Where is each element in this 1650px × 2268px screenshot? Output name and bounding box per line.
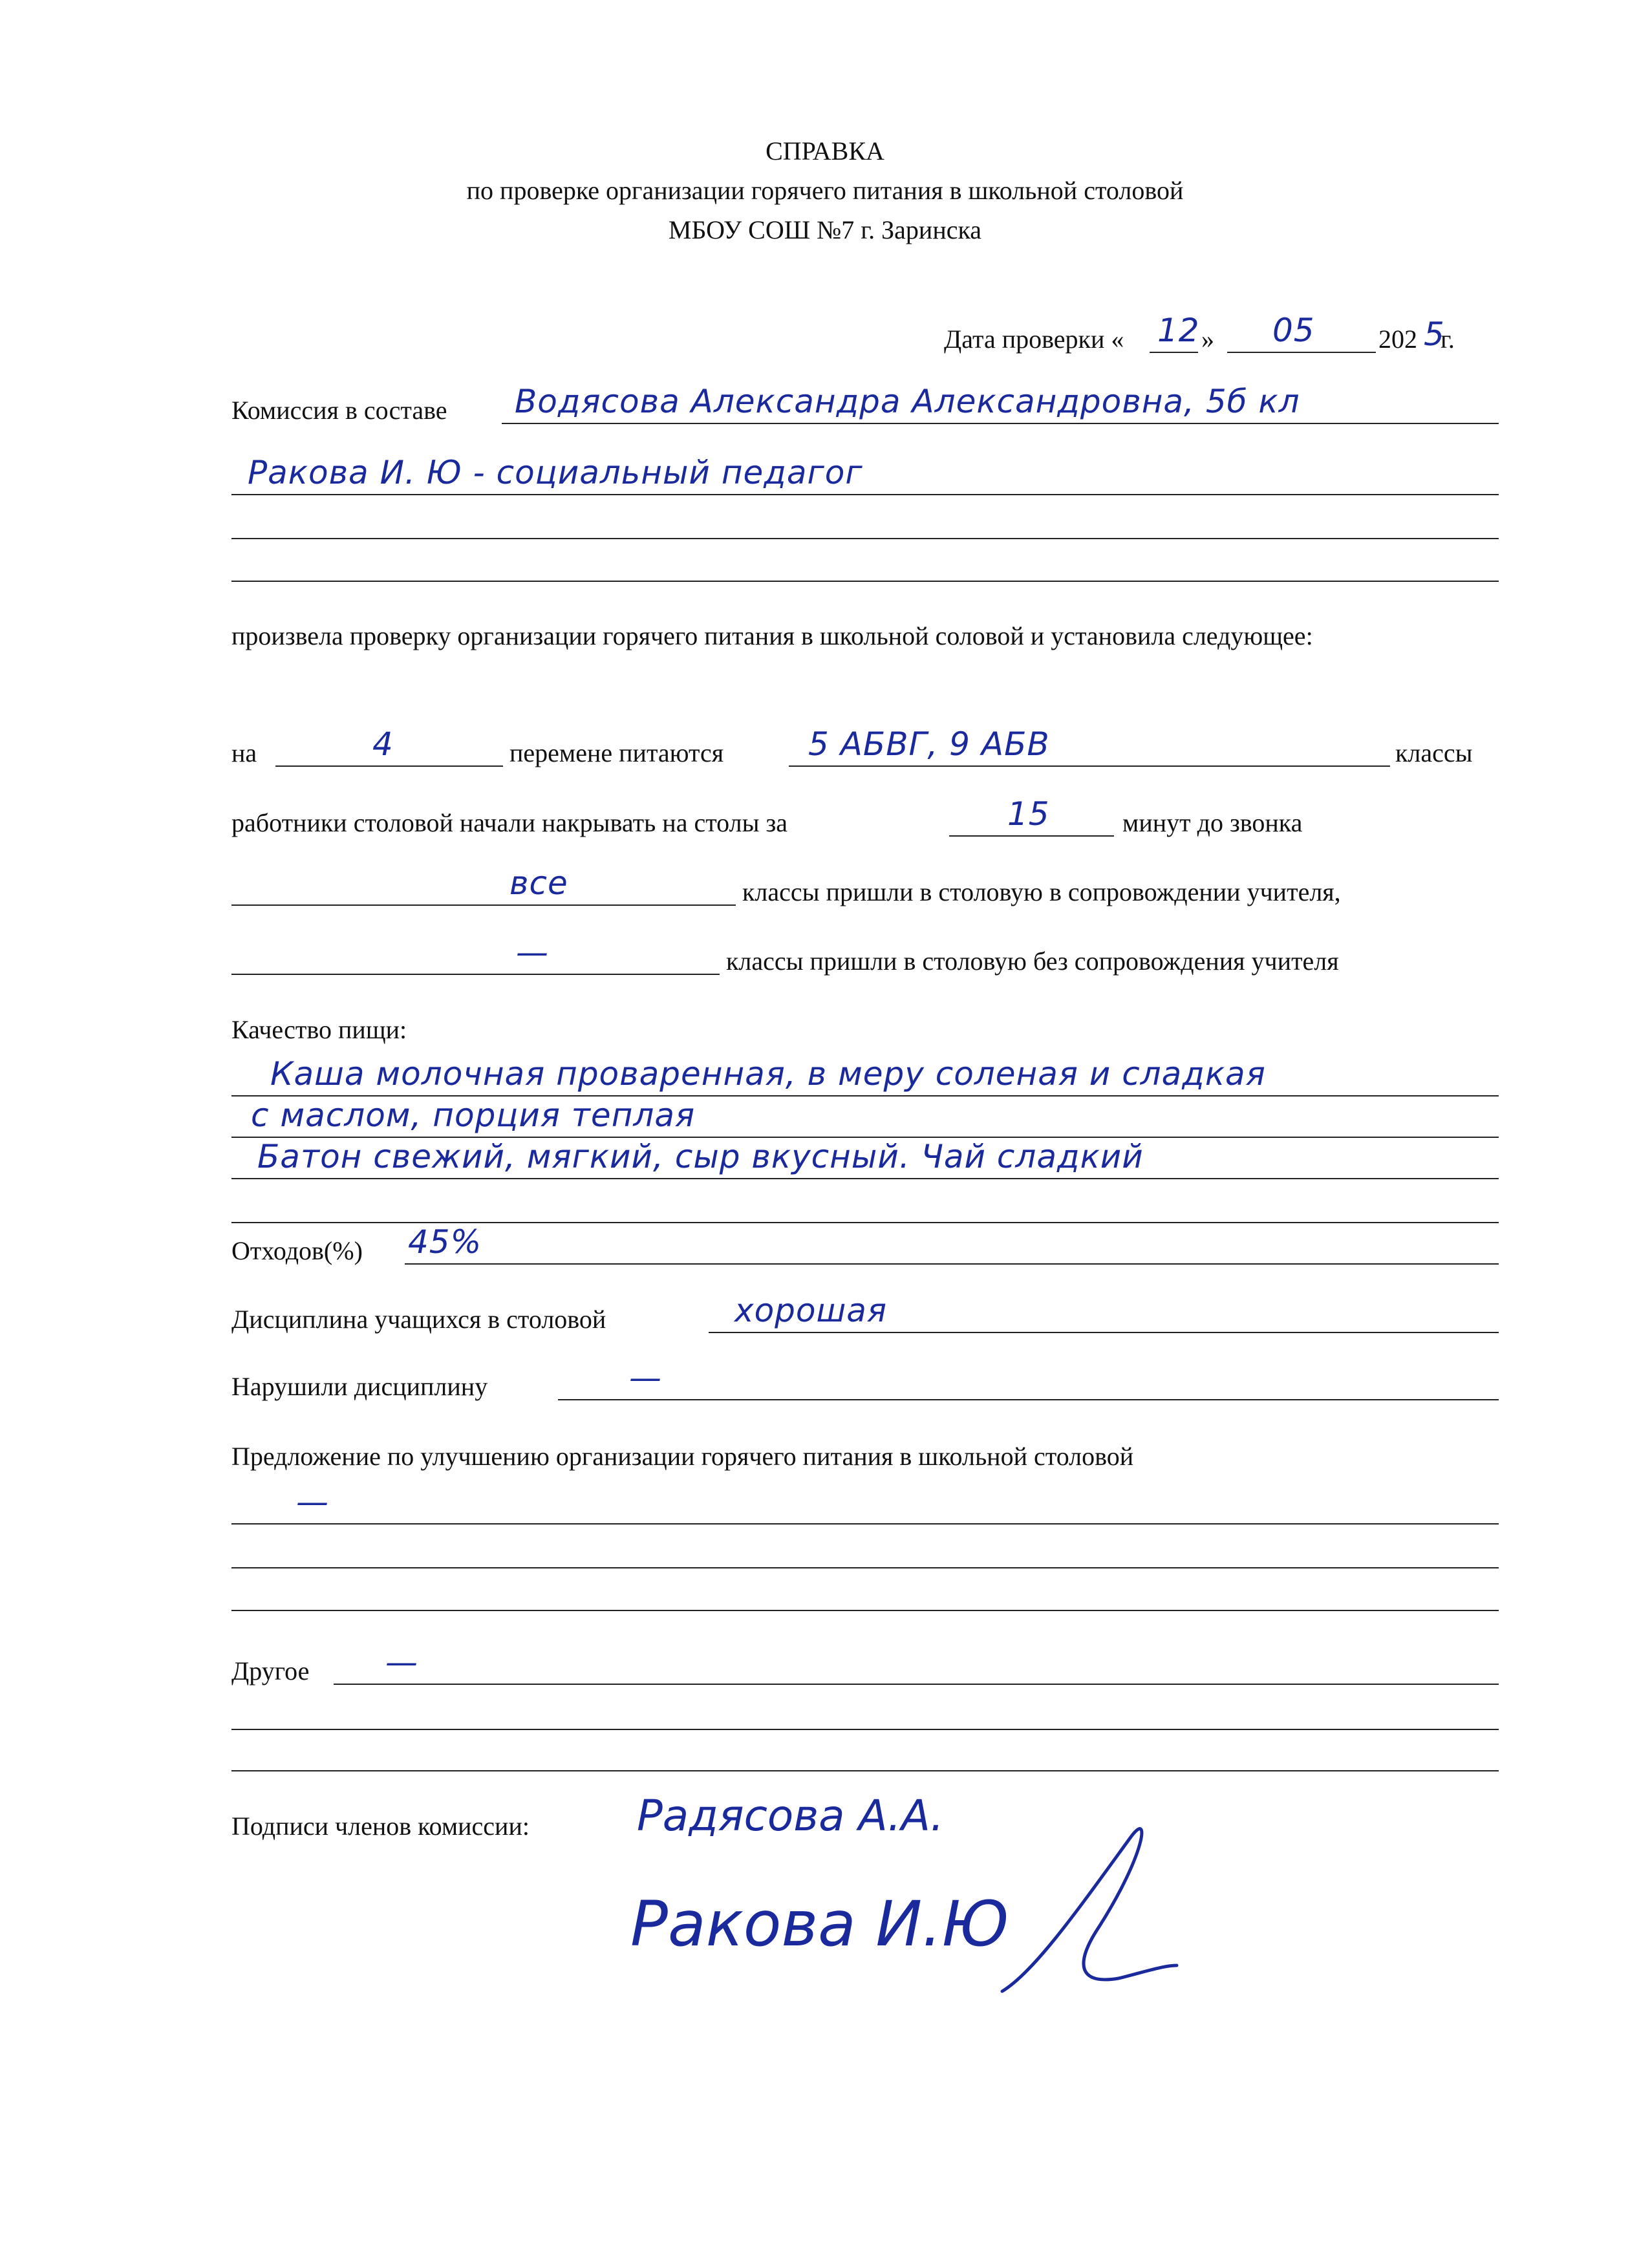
date-day: 12 [1157,312,1200,349]
signatures-label: Подписи членов комиссии: [231,1812,530,1841]
other-blank-line [231,1770,1499,1771]
violators-field [558,1359,1499,1400]
intro-text: произвела проверку организации горячего питания в школьной соловой и установила следующее: [231,621,1313,650]
commission-blank-line [231,581,1499,582]
doc-school: МБОУ СОШ №7 г. Заринска [668,215,982,244]
waste-row [231,1223,1499,1270]
date-month-field [1227,312,1376,353]
food-quality-text-1: Каша молочная проваренная, в меру соленая и сладкая [270,1055,1266,1093]
violators-label: Нарушили дисциплину [231,1372,488,1401]
violators-row [231,1359,1499,1406]
break-number-field [275,725,503,767]
break-row [231,725,1499,772]
date-year-prefix: 202 [1378,325,1417,354]
discipline-value: хорошая [734,1292,887,1329]
other-row [231,1643,1499,1690]
suggestions-blank-line [231,1610,1499,1611]
break-label: перемене питаются [509,738,724,767]
other-value: — [385,1643,418,1681]
waste-label: Отходов(%) [231,1236,363,1265]
doc-title: СПРАВКА [766,136,884,166]
date-year-suffix: г. [1441,325,1455,354]
setup-minutes-field [949,795,1114,837]
food-quality-field-2 [231,1097,1499,1138]
setup-minutes: 15 [1007,795,1050,833]
violators-value: — [629,1359,662,1396]
date-quote: » [1201,325,1214,354]
setup-row [231,795,1499,842]
suggestions-heading [231,1434,1499,1475]
food-quality-heading [231,1007,1499,1049]
commission-member-2: Ракова И. Ю - социальный педагог [248,454,863,491]
commission-label: Комиссия в составе [231,396,447,425]
commission-blank-line [231,538,1499,539]
commission-member-1: Водясова Александра Александровна, 5б кл [515,383,1300,420]
date-month: 05 [1272,312,1315,349]
signature-1: Радясова А.А. [637,1791,944,1841]
commission-field-1 [502,383,1499,424]
break-label-on: на [231,738,257,767]
date-day-field [1150,312,1200,353]
food-quality-field-3 [231,1138,1499,1179]
break-number: 4 [372,725,394,763]
without-teacher-field [231,934,720,975]
other-blank-line [231,1729,1499,1730]
waste-field [405,1223,1499,1265]
discipline-row [231,1292,1499,1338]
without-teacher-label: классы пришли в столовую без сопровождения учителя [726,947,1339,976]
without-teacher-value: — [516,934,549,971]
setup-label: работники столовой начали накрывать на столы за [231,808,788,837]
setup-label-after: минут до звонка [1122,808,1303,837]
food-quality-label: Качество пищи: [231,1015,407,1044]
break-classes-field [789,725,1390,767]
other-label: Другое [231,1656,310,1685]
suggestions-field-1 [231,1483,1499,1524]
date-row [944,312,1513,358]
discipline-field [709,1292,1499,1333]
commission-field-2 [231,454,1499,495]
commission-row [231,383,1499,429]
date-year-digit: 5 [1424,316,1444,353]
signature-2: Ракова И.Ю [630,1888,1009,1960]
date-label: Дата проверки « [944,325,1124,354]
without-teacher-row [231,934,1499,980]
suggestions-label: Предложение по улучшению организации горячего питания в школьной столовой [231,1442,1134,1471]
food-quality-text-2: с маслом, порция теплая [251,1097,696,1134]
other-field [334,1643,1499,1685]
food-quality-line-3 [231,1138,1499,1184]
signature-flourish-icon [983,1810,1190,2017]
food-quality-text-3: Батон свежий, мягкий, сыр вкусный. Чай сладкий [257,1138,1144,1175]
discipline-label: Дисциплина учащихся в столовой [231,1305,606,1334]
suggestions-value: — [296,1483,329,1521]
food-quality-field-1 [231,1055,1499,1097]
with-teacher-label: классы пришли в столовую в сопровождении учителя, [742,877,1341,906]
with-teacher-field [231,864,736,906]
commission-row-2 [231,454,1499,500]
waste-value: 45% [408,1223,482,1261]
food-quality-line-1 [231,1055,1499,1102]
suggestions-blank-line [231,1567,1499,1568]
doc-subtitle: по проверке организации горячего питания в школьной столовой [466,176,1184,205]
break-classes-label: классы [1395,738,1473,767]
with-teacher-row [231,864,1499,911]
with-teacher-value: все [509,864,568,902]
break-classes: 5 АБВГ, 9 АБВ [808,725,1050,763]
suggestions-line-1 [231,1483,1499,1530]
food-quality-line-2 [231,1097,1499,1143]
